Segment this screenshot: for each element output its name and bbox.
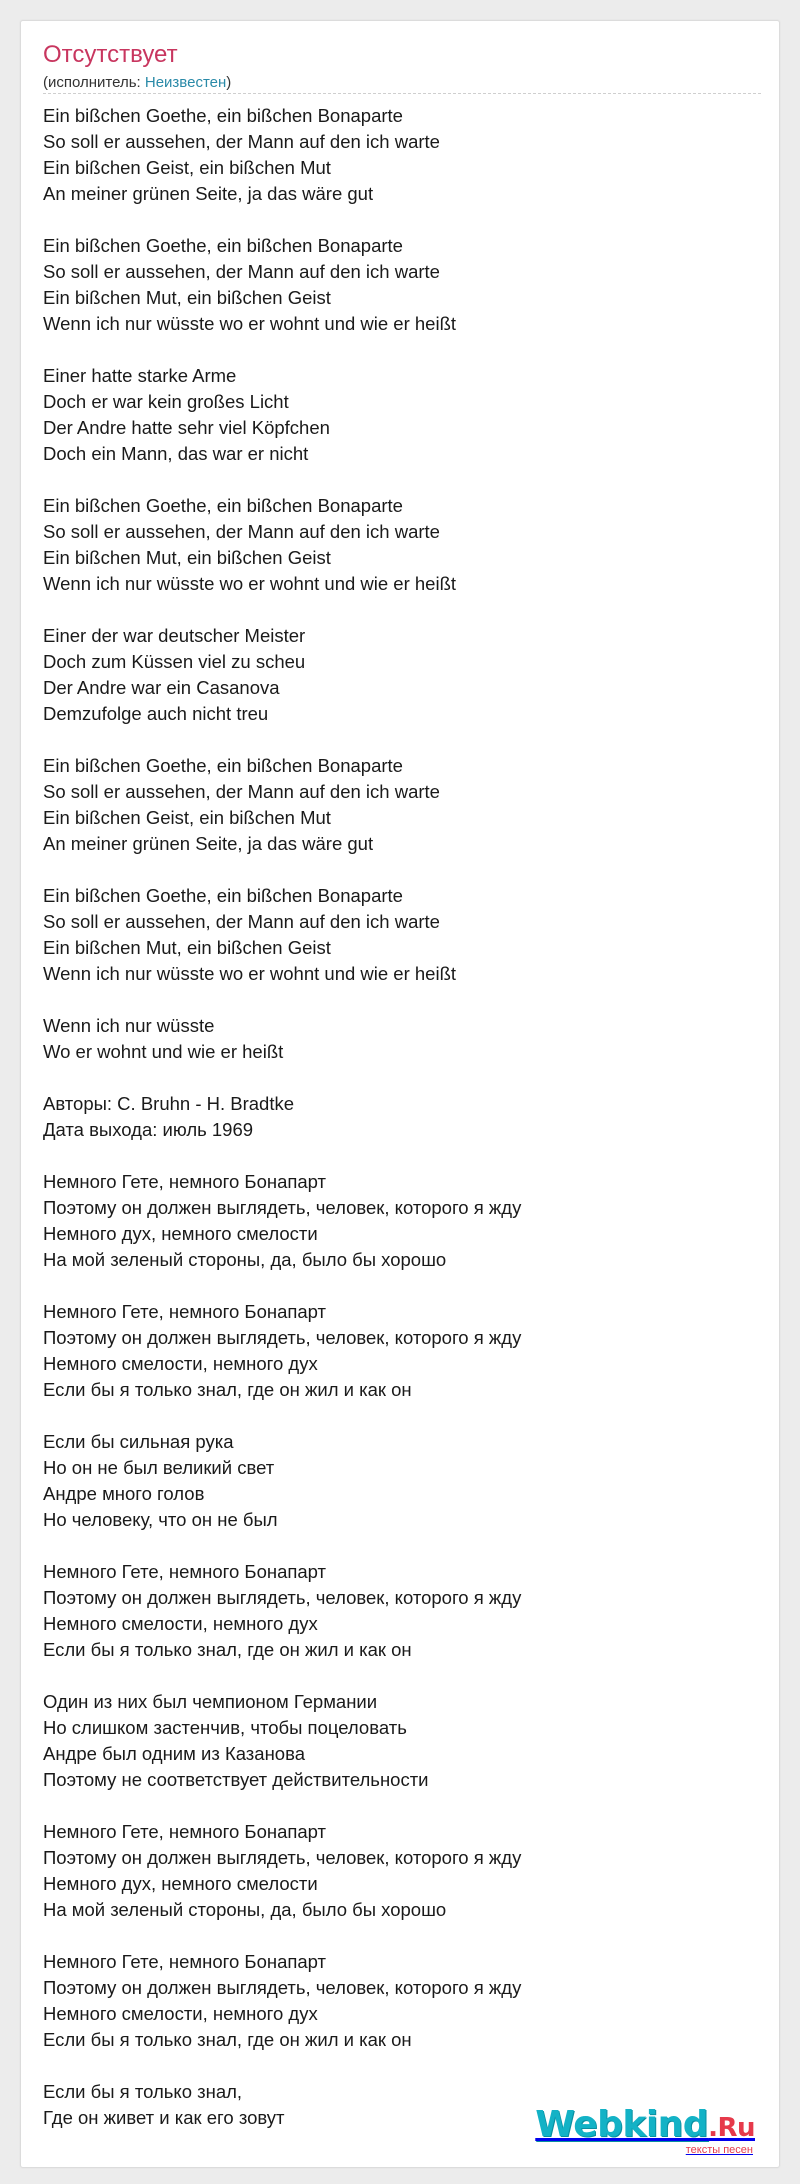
lyrics-line: An meiner grünen Seite, ja das wäre gut	[43, 183, 374, 204]
lyrics-stanza	[43, 623, 763, 727]
lyrics-line: Der Andre hatte sehr viel Köpfchen	[43, 417, 330, 438]
lyrics-line: Андре много голов	[43, 1483, 205, 1504]
lyrics-line: Wo er wohnt und wie er heißt	[43, 1041, 284, 1062]
lyrics-line: Der Andre war ein Casanova	[43, 677, 280, 698]
lyrics-line: Поэтому он должен выглядеть, человек, которого я жду	[43, 1977, 522, 1998]
lyrics-stanza	[43, 1819, 763, 1923]
lyrics-line: Но человеку, что он не был	[43, 1509, 278, 1530]
lyrics-stanza	[43, 1689, 763, 1793]
lyrics-line: Немного дух, немного смелости	[43, 1223, 318, 1244]
lyrics-line: Einer der war deutscher Meister	[43, 625, 306, 646]
lyrics-line: Wenn ich nur wüsste wo er wohnt und wie er heißt	[43, 963, 457, 984]
lyrics-stanza	[43, 1299, 763, 1403]
logo-tagline: тексты песен	[685, 2144, 753, 2156]
lyrics-line: Немного смелости, немного дух	[43, 2003, 318, 2024]
artist-prefix: (исполнитель:	[43, 74, 145, 91]
lyrics-stanza	[43, 1949, 763, 2053]
lyrics-line: Если бы я только знал,	[43, 2081, 243, 2102]
lyrics-line: Поэтому не соответствует действительности	[43, 1769, 429, 1790]
lyrics-line: Поэтому он должен выглядеть, человек, которого я жду	[43, 1327, 522, 1348]
webkind-logo[interactable]	[535, 2104, 755, 2157]
lyrics-stanza	[43, 363, 763, 467]
lyrics-line: So soll er aussehen, der Mann auf den ich warte	[43, 261, 440, 282]
lyrics-line: Ein bißchen Geist, ein bißchen Mut	[43, 157, 331, 178]
lyrics-stanza	[43, 233, 763, 337]
lyrics-line: Но слишком застенчив, чтобы поцеловать	[43, 1717, 407, 1738]
lyrics-line: Авторы: C. Bruhn - H. Bradtke	[43, 1093, 295, 1114]
lyrics-stanza	[43, 1013, 763, 1065]
lyrics-line: Немного смелости, немного дух	[43, 1613, 318, 1634]
lyrics-line: An meiner grünen Seite, ja das wäre gut	[43, 833, 374, 854]
lyrics-line: Ein bißchen Goethe, ein bißchen Bonaparte	[43, 885, 403, 906]
lyrics-stanza	[43, 883, 763, 987]
lyrics-line: So soll er aussehen, der Mann auf den ich warte	[43, 131, 440, 152]
lyrics-line: Поэтому он должен выглядеть, человек, которого я жду	[43, 1197, 522, 1218]
lyrics-line: Немного Гете, немного Бонапарт	[43, 1951, 327, 1972]
lyrics-line: Einer hatte starke Arme	[43, 365, 237, 386]
artist-link[interactable]: Неизвестен	[144, 74, 227, 91]
lyrics-line: Ein bißchen Goethe, ein bißchen Bonaparte	[43, 755, 403, 776]
lyrics-stanza	[43, 493, 763, 597]
lyrics-line: Один из них был чемпионом Германии	[43, 1691, 378, 1712]
lyrics-stanza	[43, 753, 763, 857]
song-title: Отсутствует	[43, 41, 178, 68]
lyrics-line: Ein bißchen Geist, ein bißchen Mut	[43, 807, 331, 828]
logo-wordmark	[535, 2104, 755, 2146]
artist-suffix: )	[226, 74, 232, 91]
lyrics-line: Андре был одним из Казанова	[43, 1743, 305, 1764]
lyrics-line: Немного Гете, немного Бонапарт	[43, 1171, 327, 1192]
lyrics-line: Doch ein Mann, das war er nicht	[43, 443, 309, 464]
lyrics-line: Doch zum Küssen viel zu scheu	[43, 651, 306, 672]
lyrics-line: Wenn ich nur wüsste wo er wohnt und wie er heißt	[43, 573, 457, 594]
lyrics-line: So soll er aussehen, der Mann auf den ich warte	[43, 781, 440, 802]
lyrics-line: Ein bißchen Mut, ein bißchen Geist	[43, 547, 331, 568]
lyrics-line: So soll er aussehen, der Mann auf den ich warte	[43, 911, 440, 932]
lyrics-line: Demzufolge auch nicht treu	[43, 703, 269, 724]
lyrics-line: На мой зеленый стороны, да, было бы хорошо	[43, 1899, 447, 1920]
lyrics-line: Doch er war kein großes Licht	[43, 391, 289, 412]
lyrics-line: Но он не был великий свет	[43, 1457, 275, 1478]
lyrics-line: Ein bißchen Mut, ein bißchen Geist	[43, 287, 331, 308]
lyrics-line: Ein bißchen Mut, ein bißchen Geist	[43, 937, 331, 958]
lyrics-line: Немного смелости, немного дух	[43, 1353, 318, 1374]
lyrics-line: Wenn ich nur wüsste	[43, 1015, 215, 1036]
artist-line	[43, 74, 231, 92]
lyrics-stanza	[43, 103, 763, 207]
lyrics-line: Wenn ich nur wüsste wo er wohnt und wie er heißt	[43, 313, 457, 334]
lyrics-line: Немного Гете, немного Бонапарт	[43, 1301, 327, 1322]
logo-tld: .Ru	[708, 2113, 755, 2143]
lyrics-line: Если бы я только знал, где он жил и как он	[43, 2029, 412, 2050]
lyrics-line: Если бы я только знал, где он жил и как он	[43, 1379, 412, 1400]
lyrics-stanza	[43, 1559, 763, 1663]
lyrics-line: Немного дух, немного смелости	[43, 1873, 318, 1894]
lyrics-stanza	[43, 1429, 763, 1533]
lyrics-line: Поэтому он должен выглядеть, человек, которого я жду	[43, 1587, 522, 1608]
lyrics-line: Если бы я только знал, где он жил и как он	[43, 1639, 412, 1660]
lyrics-card	[20, 20, 780, 2168]
lyrics-stanza	[43, 1169, 763, 1273]
lyrics-stanza	[43, 1091, 763, 1143]
lyrics-line: Немного Гете, немного Бонапарт	[43, 1561, 327, 1582]
lyrics-line: Ein bißchen Goethe, ein bißchen Bonaparte	[43, 495, 403, 516]
lyrics-line: Ein bißchen Goethe, ein bißchen Bonaparte	[43, 105, 403, 126]
lyrics-line: Дата выхода: июль 1969	[43, 1119, 254, 1140]
lyrics-line: На мой зеленый стороны, да, было бы хорошо	[43, 1249, 447, 1270]
lyrics-line: Поэтому он должен выглядеть, человек, которого я жду	[43, 1847, 522, 1868]
lyrics-line: So soll er aussehen, der Mann auf den ich warte	[43, 521, 440, 542]
lyrics-body	[43, 103, 763, 2157]
divider	[43, 93, 761, 94]
logo-main-text: Webkind	[535, 2104, 709, 2145]
lyrics-line: Если бы сильная рука	[43, 1431, 234, 1452]
lyrics-line: Где он живет и как его зовут	[43, 2107, 285, 2128]
lyrics-line: Ein bißchen Goethe, ein bißchen Bonaparte	[43, 235, 403, 256]
lyrics-line: Немного Гете, немного Бонапарт	[43, 1821, 327, 1842]
